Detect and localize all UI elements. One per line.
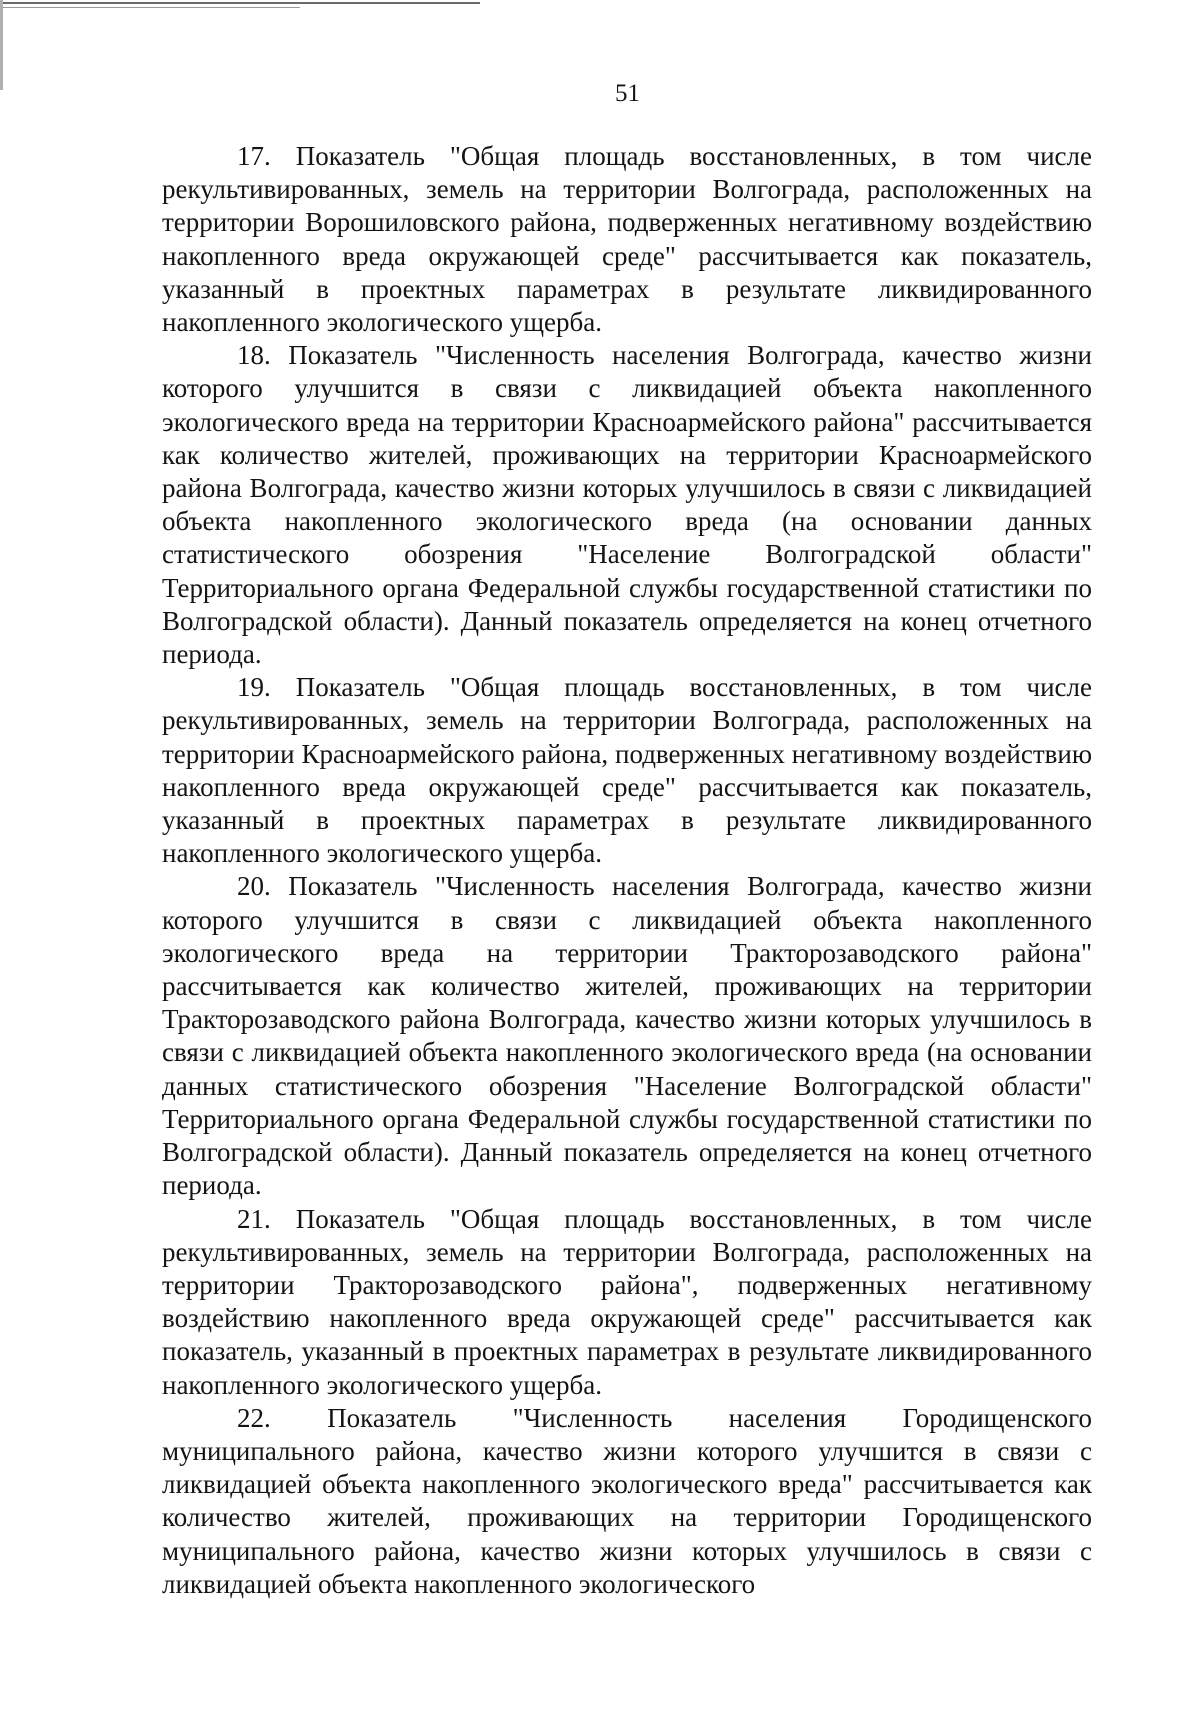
- paragraph-18: [162, 339, 1092, 671]
- paragraph-text: Показатель "Общая площадь восстановленных, в том числе рекультивированных, земель на территории Волгограда, расположенных на территории Ворошиловского района, подверженных негативному воздействию накопленного вреда окружающей среде" рассчитывается как показатель, указанный в проектных параметрах в результате ликвидированного накопленного экологического ущерба.: [162, 141, 1093, 338]
- scan-edge-line-secondary: [0, 7, 300, 8]
- paragraph-21: [162, 1203, 1092, 1402]
- paragraph-22: [162, 1402, 1092, 1601]
- paragraph-20: [162, 870, 1092, 1202]
- paragraph-text: Показатель "Общая площадь восстановленных, в том числе рекультивированных, земель на территории Волгограда, расположенных на территории Тракторозаводского района", подверженных негативному воздействию накопленного вреда окружающей среде" рассчитывается как показатель, указанный в проектных параметрах в результате ликвидированного накопленного экологического ущерба.: [162, 1203, 1093, 1400]
- paragraph-text: Показатель "Численность населения Городищенского муниципального района, качество жизни которого улучшится в связи с ликвидацией объекта накопленного экологического вреда" рассчитывается как количество жителей, проживающих на территории Городищенского муниципального района, качество жизни которых улучшилось в связи с ликвидацией объекта накопленного экологического: [162, 1402, 1092, 1599]
- document-body: [162, 140, 1092, 1601]
- paragraph-17: [162, 140, 1092, 339]
- paragraph-text: Показатель "Общая площадь восстановленных, в том числе рекультивированных, земель на территории Волгограда, расположенных на территории Красноармейского района, подверженных негативному воздействию накопленного вреда окружающей среде" рассчитывается как показатель, указанный в проектных параметрах в результате ликвидированного накопленного экологического ущерба.: [162, 672, 1093, 869]
- paragraph-number: 17.: [237, 141, 271, 171]
- scan-edge-line: [0, 2, 480, 4]
- paragraph-text: Показатель "Численность населения Волгограда, качество жизни которого улучшится в связи с ликвидацией объекта накопленного экологического вреда на территории Красноармейского района" рассчитывается как количество жителей, проживающих на территории Красноармейского района Волгограда, качество жизни которых улучшилось в связи с ликвидацией объекта накопленного экологического вреда (на основании данных статистического обозрения "Население Волгоградской области" Территориального органа Федеральной службы государственной статистики по Волгоградской области). Данный показатель определяется на конец отчетного периода.: [162, 340, 1093, 670]
- scan-left-edge: [0, 0, 3, 90]
- paragraph-number: 21.: [237, 1203, 271, 1234]
- paragraph-number: 19.: [237, 672, 271, 703]
- page-number: 51: [615, 80, 640, 107]
- paragraph-number: 22.: [237, 1402, 271, 1433]
- paragraph-number: 18.: [237, 340, 271, 371]
- paragraph-number: 20.: [237, 871, 271, 902]
- paragraph-19: [162, 671, 1092, 870]
- paragraph-text: Показатель "Численность населения Волгограда, качество жизни которого улучшится в связи с ликвидацией объекта накопленного экологического вреда на территории Тракторозаводского района" рассчитывается как количество жителей, проживающих на территории Тракторозаводского района Волгограда, качество жизни которых улучшилось в связи с ликвидацией объекта накопленного экологического вреда (на основании данных статистического обозрения "Население Волгоградской области" Территориального органа Федеральной службы государственной статистики по Волгоградской области). Данный показатель определяется на конец отчетного периода.: [162, 871, 1093, 1201]
